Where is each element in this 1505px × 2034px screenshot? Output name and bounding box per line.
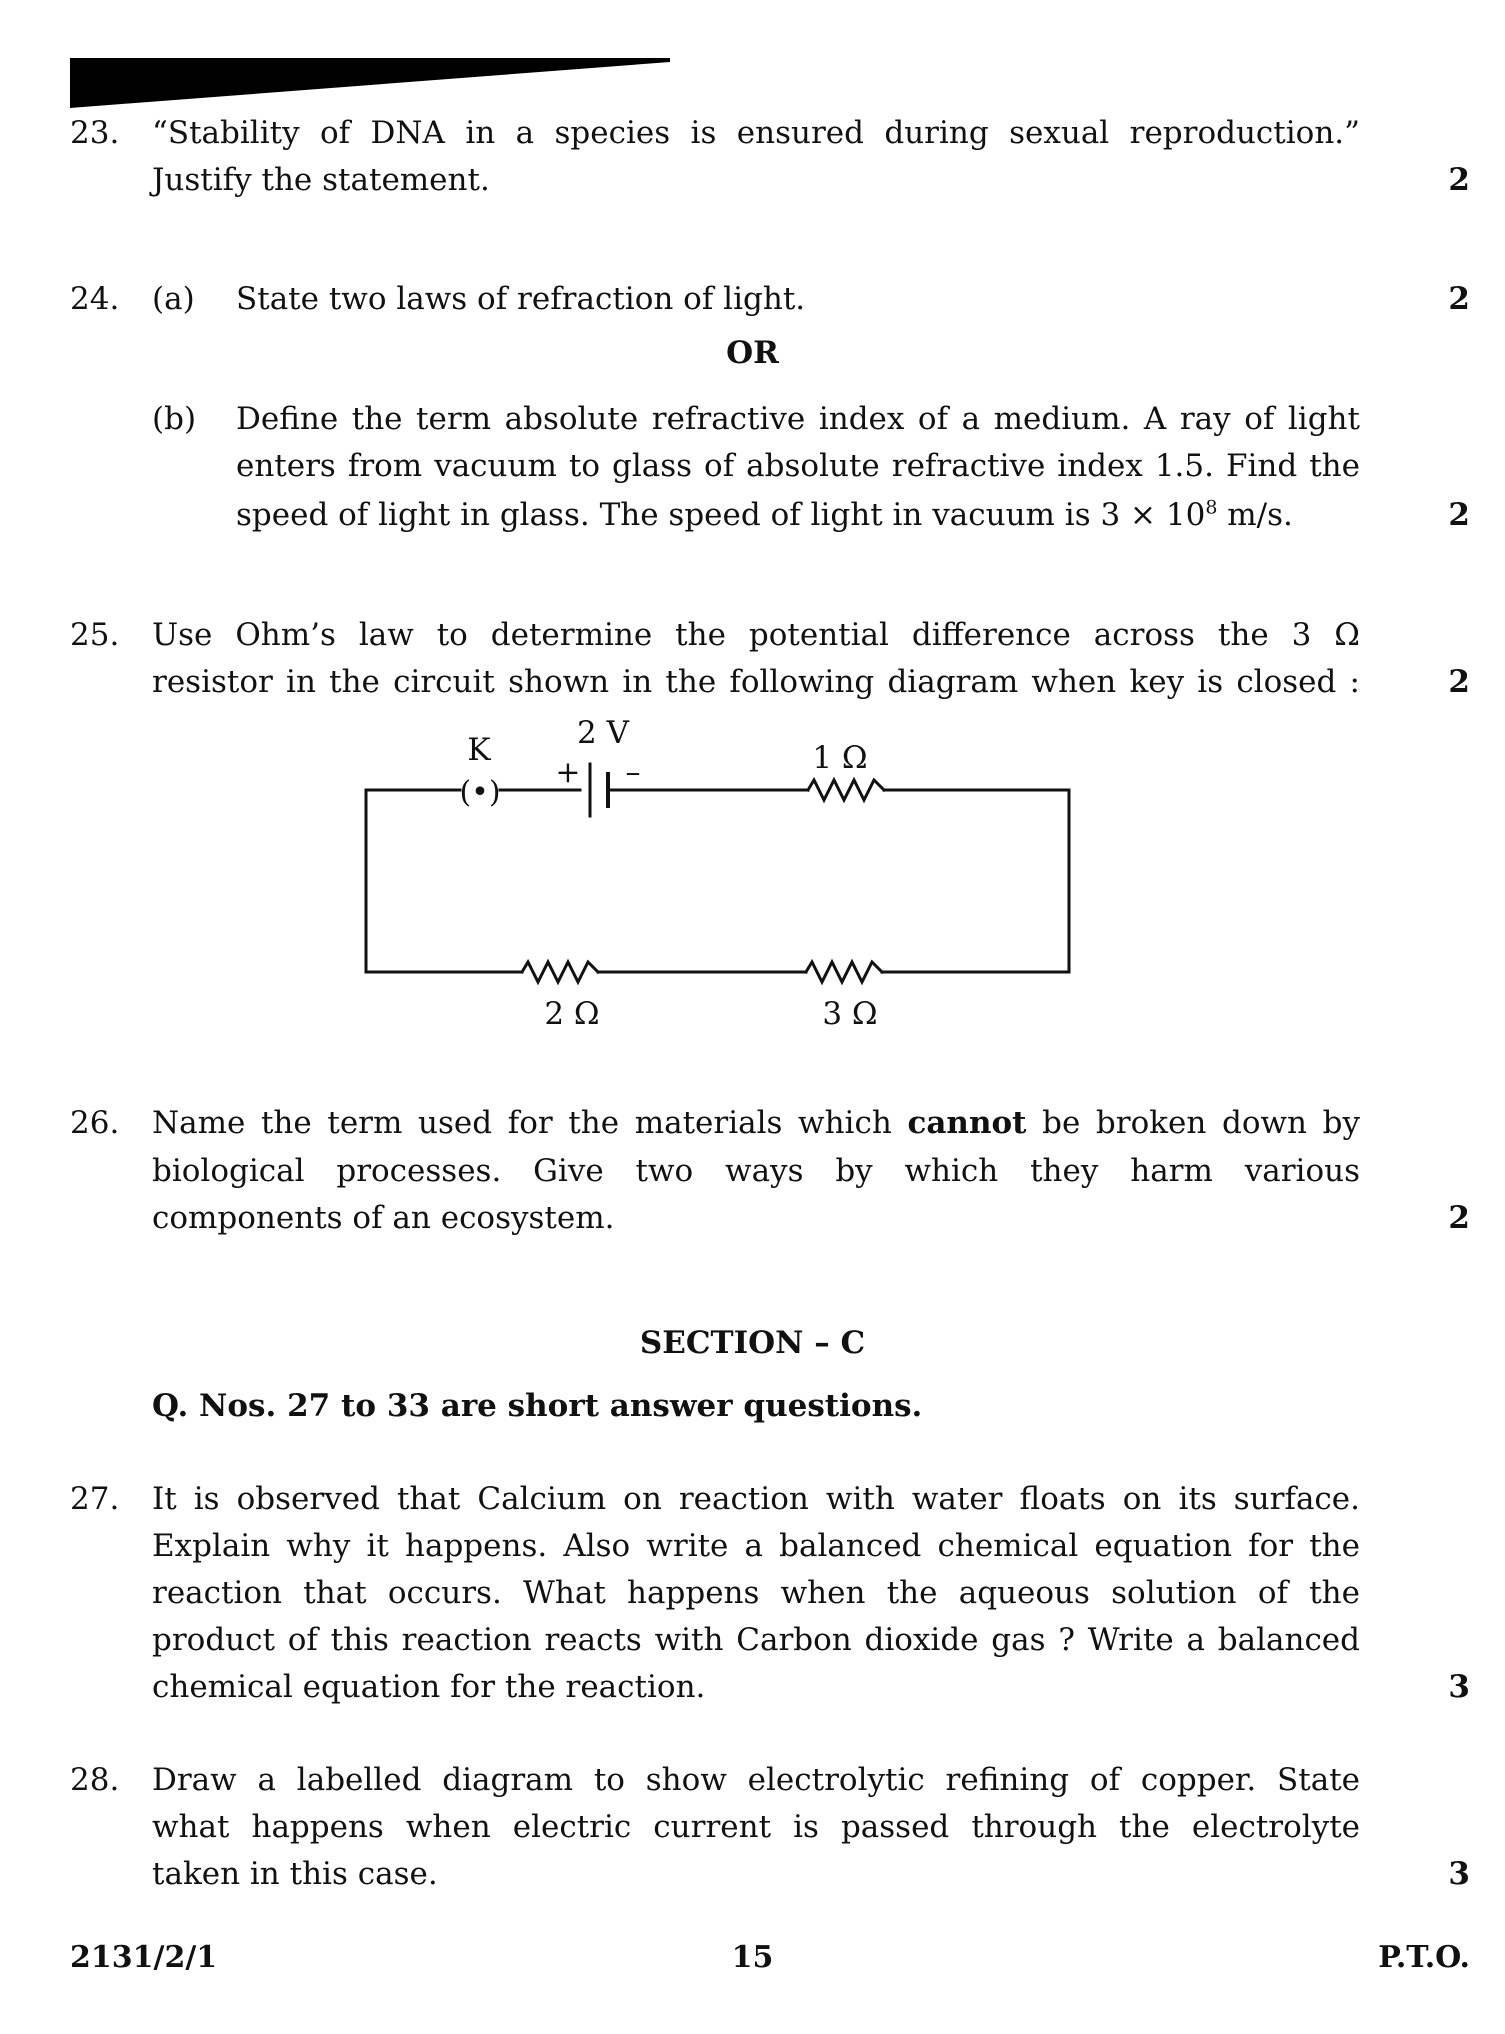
question-23-line-1: “Stability of DNA in a species is ensured during sexual reproduction.” (152, 115, 1360, 151)
question-28-marks: 3 (1448, 1856, 1470, 1892)
question-26-line-3: components of an ecosystem. (152, 1200, 615, 1236)
key-symbol: (•) (459, 775, 501, 810)
question-24b-label: (b) (152, 401, 197, 437)
question-25-number: 25. (70, 617, 120, 653)
question-24b-exponent: 8 (1205, 496, 1218, 519)
question-23-line-2: Justify the statement. (152, 162, 490, 198)
resistor-2-ohm (522, 962, 598, 982)
question-26-line-1 (152, 1100, 1360, 1148)
question-27-line-5: chemical equation for the reaction. (152, 1669, 706, 1705)
resistor-3-label: 3 Ω (822, 996, 878, 1032)
question-28-number: 28. (70, 1762, 120, 1798)
section-instruction: Q. Nos. 27 to 33 are short answer questions. (152, 1388, 923, 1424)
question-28-line-2: what happens when electric current is passed through the electrolyte (152, 1809, 1360, 1845)
resistor-1-label: 1 Ω (812, 740, 868, 776)
question-24b-line-1: Define the term absolute refractive index of a medium. A ray of light (236, 401, 1360, 437)
question-25-marks: 2 (1448, 664, 1470, 700)
question-26-line-1-post: be broken down by (1026, 1105, 1360, 1141)
paper-code: 2131/2/1 (70, 1940, 218, 1975)
question-28-line-1: Draw a labelled diagram to show electrolytic refining of copper. State (152, 1762, 1360, 1798)
question-27-line-3: reaction that occurs. What happens when the aqueous solution of the (152, 1575, 1360, 1611)
section-title: SECTION – C (639, 1325, 866, 1361)
question-27-line-1: It is observed that Calcium on reaction with water floats on its surface. (152, 1481, 1360, 1517)
question-24a-label: (a) (152, 281, 195, 317)
question-24b-line-3-text: speed of light in glass. The speed of light in vacuum is 3 × 10 (236, 497, 1206, 533)
question-26-bold-word: cannot (907, 1105, 1027, 1141)
please-turn-over: P.T.O. (1378, 1940, 1470, 1975)
question-27-line-4: product of this reaction reacts with Carbon dioxide gas ? Write a balanced (152, 1622, 1360, 1658)
question-24b-line-3-unit: m/s. (1217, 497, 1293, 533)
question-24a-text: State two laws of refraction of light. (236, 281, 806, 317)
question-23-marks: 2 (1448, 162, 1470, 198)
question-23-number: 23. (70, 115, 120, 151)
question-25-line-1: Use Ohm’s law to determine the potential difference across the 3 Ω (152, 617, 1360, 653)
battery-minus: – (625, 755, 641, 790)
question-25-line-2: resistor in the circuit shown in the following diagram when key is closed : (152, 664, 1360, 700)
question-26-line-2: biological processes. Give two ways by which they harm various (152, 1153, 1360, 1189)
question-27-marks: 3 (1448, 1669, 1470, 1705)
question-26-line-1-pre: Name the term used for the materials which (152, 1105, 908, 1141)
battery-label: 2 V (577, 715, 629, 751)
resistor-3-ohm (806, 962, 882, 982)
battery-plus: + (555, 755, 581, 790)
question-27-line-2: Explain why it happens. Also write a balanced chemical equation for the (152, 1528, 1360, 1564)
or-separator: OR (726, 335, 779, 371)
question-27-number: 27. (70, 1481, 120, 1517)
question-26-marks: 2 (1448, 1200, 1470, 1236)
question-26-number: 26. (70, 1105, 120, 1141)
question-24-number: 24. (70, 281, 120, 317)
key-label: K (467, 732, 491, 768)
question-24b-line-2: enters from vacuum to glass of absolute refractive index 1.5. Find the (236, 448, 1360, 484)
question-28-line-3: taken in this case. (152, 1856, 438, 1892)
resistor-2-label: 2 Ω (544, 996, 600, 1032)
page-number: 15 (731, 1940, 774, 1975)
question-24b-marks: 2 (1448, 497, 1470, 533)
question-24a-marks: 2 (1448, 281, 1470, 317)
resistor-1-ohm (808, 780, 884, 800)
